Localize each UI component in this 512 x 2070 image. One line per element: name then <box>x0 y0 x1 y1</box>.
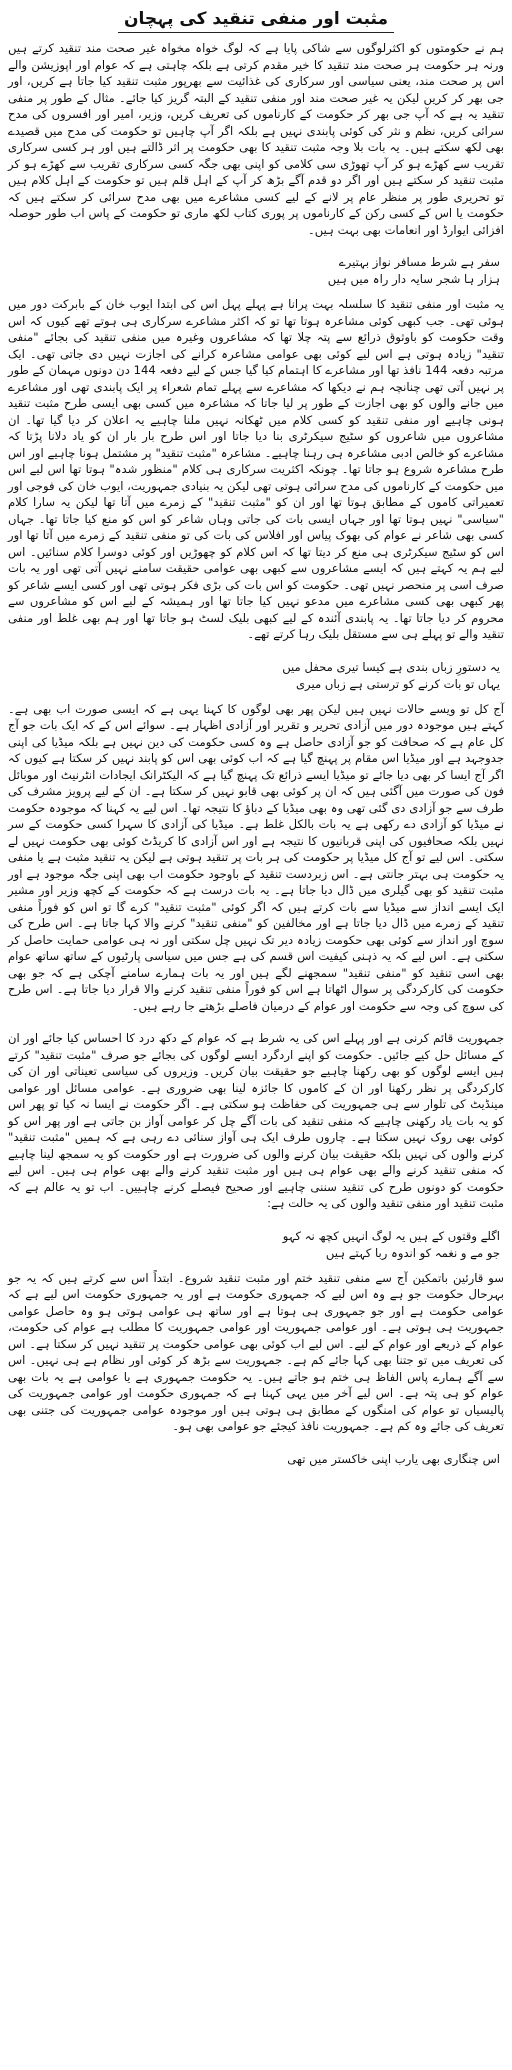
verse-line: سفر ہے شرط مسافر نواز بہتیرے <box>338 255 500 269</box>
verse-4 <box>8 1451 504 1468</box>
verse-3 <box>8 1228 504 1262</box>
paragraph-5: سو قارئین باتمکین آج سے منفی تنقید ختم اور مثبت تنقید شروع۔ ابتداً اس سے کرتے ہیں کہ یہ جو بہرحال حکومت جو ہے وہ اس لیے کہ جمہوری حکومت ہے اور یہ جمہوری حکومت اس لیے ہے کہ عوامی حکومت ہے اور جو جمہوری ہی ہوتا ہے اور ساتھ ہی عوامی ہوتی ہو وہ حاصل عوامی جمہوریت ہی ہوتی ہے۔ اور عوامی جمہوریت اور عوامی جمہوریت کا مطلب ہے عوام کی حکومت، عوام کے ذریعے اور عوام کے لیے۔ اس لیے اب کوئی بھی عوامی حکومت پر تنقید نہیں کر سکتا ہے۔ اس کی تعریف میں تو جتنا بھی کہا جائے کم ہے۔ جمہوریت سے بڑھ کر کوئی اور نظام ہے ہی نہیں۔ اس سے آگے ہمارے پاس الفاظ ہی ختم ہو جاتے ہیں۔ یہ حکومت جمہوری ہے یا عوامی ہے یہ بات بھی عوام کو ہی پتہ ہے۔ اس لیے آخر میں یہی کہنا ہے کہ جمہوری حکومت اور عوامی جمہوریت کی پالیسیاں تو عوام کی امنگوں کے مطابق ہی ہوتی ہیں اور موجودہ عوامی جمہوریت کی جتنی بھی تعریف کی جائے وہ کم ہے۔ جمہوریت نافذ کیجئے جو عوامی بھی ہو۔ <box>8 1270 504 1433</box>
verse-line: جو مے و نغمہ کو اندوہ ربا کہتے ہیں <box>325 1245 500 1260</box>
article-header <box>8 6 504 40</box>
verse-1 <box>8 254 504 288</box>
article-title: مثبت اور منفی تنقید کی پہچان <box>118 8 394 33</box>
verse-line: اس چنگاری بھی یارب اپنی خاکستر میں تھی <box>287 1451 500 1466</box>
article-body <box>8 40 504 1468</box>
verse-2 <box>8 659 504 693</box>
paragraph-1: ہم نے حکومتوں کو اکثرلوگوں سے شاکی پایا ہے کہ لوگ خواہ مخواہ غیر صحت مند تنقید کرتے ہیں ورنہ ہر حکومت ہر صحت مند تنقید کا خیر مقدم کرتی ہے بلکہ چاہتی ہے کہ عوام اور اپوزیشن والے اس پر صحت مند، یعنی سیاسی اور سرکاری کی غذائیت سے بھرپور مثبت تنقید کیا جاتا ہے کریں، اور جی بھر کر کریں لیکن یہ غیر صحت مند اور منفی تنقید کے البتہ گریز کیا جائے۔ مثال کے طور پر منفی تنقید یہ ہے کہ آپ جی بھر کر حکومت کے کارناموں کی تعریف کریں، وزیر، امیر اور افسروں کی مدح سرائی کریں، نظم و نثر کی کوئی پابندی نہیں ہے بلکہ اگر آپ چاہیں تو حکومت کی مدح میں قصیدے بھی لکھ سکتے ہیں۔ یہ بات بلا وجہ مثبت تنقید کا بھی حکومت پر اثر ڈالتے ہیں اور ہر کسی سرکاری تقریب سے کھڑے ہو کر آپ تھوڑی سی کلامی کو اپنی بھی جگہ کسی سرکاری تقریب سے کھڑے ہو کر مثبت تنقید کر سکتے ہیں اور اگر دو قدم آگے بڑھ کر آپ کے اہل قلم ہیں تو حکومت کے اہل کلام ہیں تو تحریری طور پر منظر عام پر لانے کے لیے کسی مشاعرے میں بھی مدح سرائی کر سکتے ہیں کہ حکومت یا اس کے کسی رکن کے کارناموں پر پوری کتاب لکھ ماری تو حکومت کے پاس اب طور حوصلہ افزائی ایوارڈ اور انعامات بھی بہت ہیں۔ <box>8 41 504 237</box>
paragraph-3: آج کل تو ویسے حالات نہیں ہیں لیکن پھر بھی لوگوں کا کہنا یہی ہے کہ ایسی صورت اب بھی ہے۔ کہتے ہیں موجودہ دور میں آزادی تحریر و تقریر اور آزادی اظہار ہے۔ سوائے اس کے کہ ایک بات جو آج کل عام ہے کہ صحافت کو جو آزادی حاصل ہے وہ کسی حکومت کی دین نہیں ہے بلکہ میڈیا کی اپنی جدوجہد ہے اور میڈیا اس مقام پر پہنچ گیا ہے کہ اب کوئی بھی اس کو پابند نہیں کر سکتا ہے کیوں کہ اگر آج ایسا کر بھی دیا جائے تو میڈیا ایسے ذرائع تک پہنچ گیا ہے کہ الیکٹرانک ایجادات انٹرنیٹ اور موبائل فون کی صورت میں آگئی ہیں کہ ان پر کوئی بھی قابو نہیں کر سکتا ہے۔ ان کے لیے پرویز مشرف کی طرف سے جو آزادی دی گئی تھی وہ بھی میڈیا کے دباؤ کا نتیجہ تھا۔ اس لیے یہ کہنا کہ موجودہ حکومت نے میڈیا کو آزادی دے رکھی ہے یہ بات بالکل غلط ہے۔ میڈیا کی آزادی کا سہرا کسی حکومت کے سر نہیں بلکہ صحافیوں کی اپنی قربانیوں کا نتیجہ ہے اور اس آزادی کا کریڈٹ کوئی بھی حکومت نہیں لے سکتی۔ اس لیے تو آج کل میڈیا پر حکومت کی ہر بات پر تنقید ہوتی ہے لیکن یہ تنقید مثبت ہے یا منفی یہ حکومت ہی بہتر جانتی ہے۔ اس زبردست تنقید کے باوجود حکومت اب بھی اپنی جگہ موجود ہے اور مثبت تنقید کو بھی گیلری میں ڈال دیا جاتا ہے۔ یہ بات درست ہے کہ حکومت کے کچھ وزیر اور مشیر ایک ایسے انداز سے میڈیا سے بات کرتے ہیں کہ اگر کوئی "مثبت تنقید" کرے گا تو اس کو فوراً منفی تنقید کے زمرے میں ڈال دیا جاتا ہے اور مخالفین کو "منفی تنقید" کرنے والا کہا جاتا ہے۔ اس طرح کی سوچ اور انداز سے کوئی بھی حکومت زیادہ دیر تک نہیں چل سکتی اور نہ ہی عوامی حمایت حاصل کر سکتی ہے۔ اس لیے کہ یہ ذہنی کیفیت اس قسم کی ہے جس میں سیاسی پارٹیوں کے ساتھ ساتھ عوام بھی اسی تنقید کو "منفی تنقید" سمجھنے لگے ہیں اور یہ بات ہمارے سامنے آچکی ہے کہ جو بھی حکومت کی کارکردگی پر سوال اٹھاتا ہے اس کو فوراً منفی تنقید کرنے والا قرار دیا جاتا ہے۔ اس طرح کی سوچ کی وجہ سے حکومت اور عوام کے درمیان فاصلے بڑھتے جا رہے ہیں۔ <box>8 701 504 1013</box>
paragraph-4: جمہوریت قائم کرنی ہے اور پہلے اس کی یہ شرط ہے کہ عوام کے دکھ درد کا احساس کیا جائے اور ان کے مسائل حل کیے جائیں۔ حکومت کو اپنے اردگرد ایسے لوگوں کی بجائے جو صرف "مثبت تنقید" کرتے ہیں ایسے لوگوں کو بھی رکھنا چاہیے جو حقیقت بیان کریں۔ وزیروں کی سیاسی تعیناتی اور ان کی کارکردگی پر نظر رکھنا اور ان کے کاموں کا جائزہ لینا بھی ضروری ہے۔ عوامی مسائل اور عوامی مینڈیٹ کی تلوار سے ہی جمہوریت کی حفاظت ہو سکتی ہے۔ اگر حکومت نے ایسا نہ کیا تو پھر اس کو یہ بات یاد رکھنی چاہیے کہ منفی تنقید کی بات آگے چل کر عوامی آواز بن جاتی ہے اور پھر اس کو کوئی بھی روک نہیں سکتا ہے۔ چاروں طرف ایک ہی آواز سنائی دے رہی ہے کہ ہمیں "مثبت تنقید" کرنے والوں کی نہیں بلکہ حقیقت بیان کرنے والوں کی ضرورت ہے اور حکومت کو یہ سمجھ لینا چاہیے کہ منفی تنقید کرنے والے بھی عوام ہی ہیں اور مثبت تنقید کرنے والے بھی عوام ہی ہیں۔ اس لیے حکومت کو دونوں طرح کی تنقید سننی چاہیے اور صحیح فیصلے کرنے چاہییں۔ اب تو یہ عالم ہے کہ مثبت تنقید اور منفی تنقید والوں کی یہ حالت ہے: <box>8 1031 504 1210</box>
verse-line: یہاں تو بات کرنے کو ترستی ہے زباں میری <box>295 676 500 691</box>
verse-line: اگلے وقتوں کے ہیں یہ لوگ انہیں کچھ نہ کہو <box>282 1228 500 1243</box>
paragraph-2: یہ مثبت اور منفی تنقید کا سلسلہ بہت پرانا ہے پہلے پہل اس کی ابتدا ایوب خان کے بابرکت دور میں ہوئی تھی۔ جب کبھی کوئی مشاعرہ ہوتا تھا تو کہ اکثر مشاعرے سرکاری ہی ہوتے تھے کیوں کہ اس وقت حکومت کو باوثوق ذرائع سے پتہ چلا تھا کہ مشاعروں وغیرہ میں منفی تنقید کی بجائے "منفی تنقید" زیادہ ہوتی ہے اس لیے کوئی بھی عوامی مشاعرہ کرانے کی اجازت نہیں دی جاتی تھی۔ ایک مرتبہ دفعہ 144 نافذ تھا اور مشاعرے کا اہتمام کیا گیا جس کے لیے دفعہ 144 دن دونوں مہمان کے طور پر نہیں آتی تھی چنانچہ ہم نے دیکھا کہ مشاعرے سے پہلے تمام شعراء پر ایک پابندی تھی اور مشاعرے میں جانے والوں کو بھی اجازت کے طور پر لیا جاتا کہ مشاعرہ میں کسی بھی ایسی طرح مثبت تنقید ہونی چاہیے اور منفی تنقید کو کسی کلام میں ٹھکانہ نہیں ملنا چاہیے یہ اعلان کر دیا گیا تھا۔ ان مشاعروں میں شاعروں کو سٹیج سیکرٹری بنا دیا جاتا اور اس طرح بار بار ان کو یاد دلانا پڑتا کہ مشاعرے کو خالص ادبی مشاعرہ ہی رہنا چاہیے۔ مشاعرہ "مثبت تنقید" پر مشتمل ہونا چاہیے اور اس طرح مشاعرہ شروع ہو جاتا تھا۔ چونکہ اکثریت سرکاری ہی کلام "منظور شدہ" ہوتا تھا اس لیے اس میں حکومت کے کارناموں کی مدح سرائی ہوتی تھی لیکن یہ بنیادی جمہوریت، ایوب خان کی فوجی اور تعمیراتی کاموں کے مطابق ہوتا تھا اور ان کو "مثبت تنقید" کے زمرے میں آتا تھا لیکن یہ سارا کلام "سیاسی" نہیں ہوتا تھا اور جہاں ایسی بات کی جاتی وہاں شاعر کو اس کو منع کیا جاتا تھا۔ جہاں کسی بھی شاعر نے عوام کی بھوک پیاس اور افلاس کی بات کی تو منفی تنقید کے زمرے میں آتا تھا اور اس کو سٹیج سیکرٹری ہی منع کر دیتا تھا کہ اس کلام کو چھوڑیں اور کوئی دوسرا کلام سنائیں۔ اس لیے ہم یہ کہتے ہیں کہ ایسے مشاعروں سے کبھی بھی عوامی حقیقت سامنے نہیں آتی تھی اور یہ بات صرف اسی پر منحصر نہیں تھی۔ حکومت کو اس بات کی بڑی فکر ہوتی تھی اور کسی ایسے شاعر کو پھر کبھی بھی کسی مشاعرے میں مدعو نہیں کیا جاتا تھا اور ہمیشہ کے لیے اس کو مشاعروں سے محروم کر دیا جاتا تھا۔ یہ پابندی آئندہ کے لیے کبھی بلیک لسٹ ہو جاتا تھا اور ہم بھی غلط اور منفی تنقید والے تو پہلے ہی سے مستقل بلیک رہا کرتے تھے۔ <box>8 297 504 641</box>
verse-line: ہزار ہا شجر سایہ دار راہ میں ہیں <box>327 272 500 286</box>
verse-line: یہ دستورِ زباں بندی ہے کیسا تیری محفل میں <box>282 659 500 674</box>
